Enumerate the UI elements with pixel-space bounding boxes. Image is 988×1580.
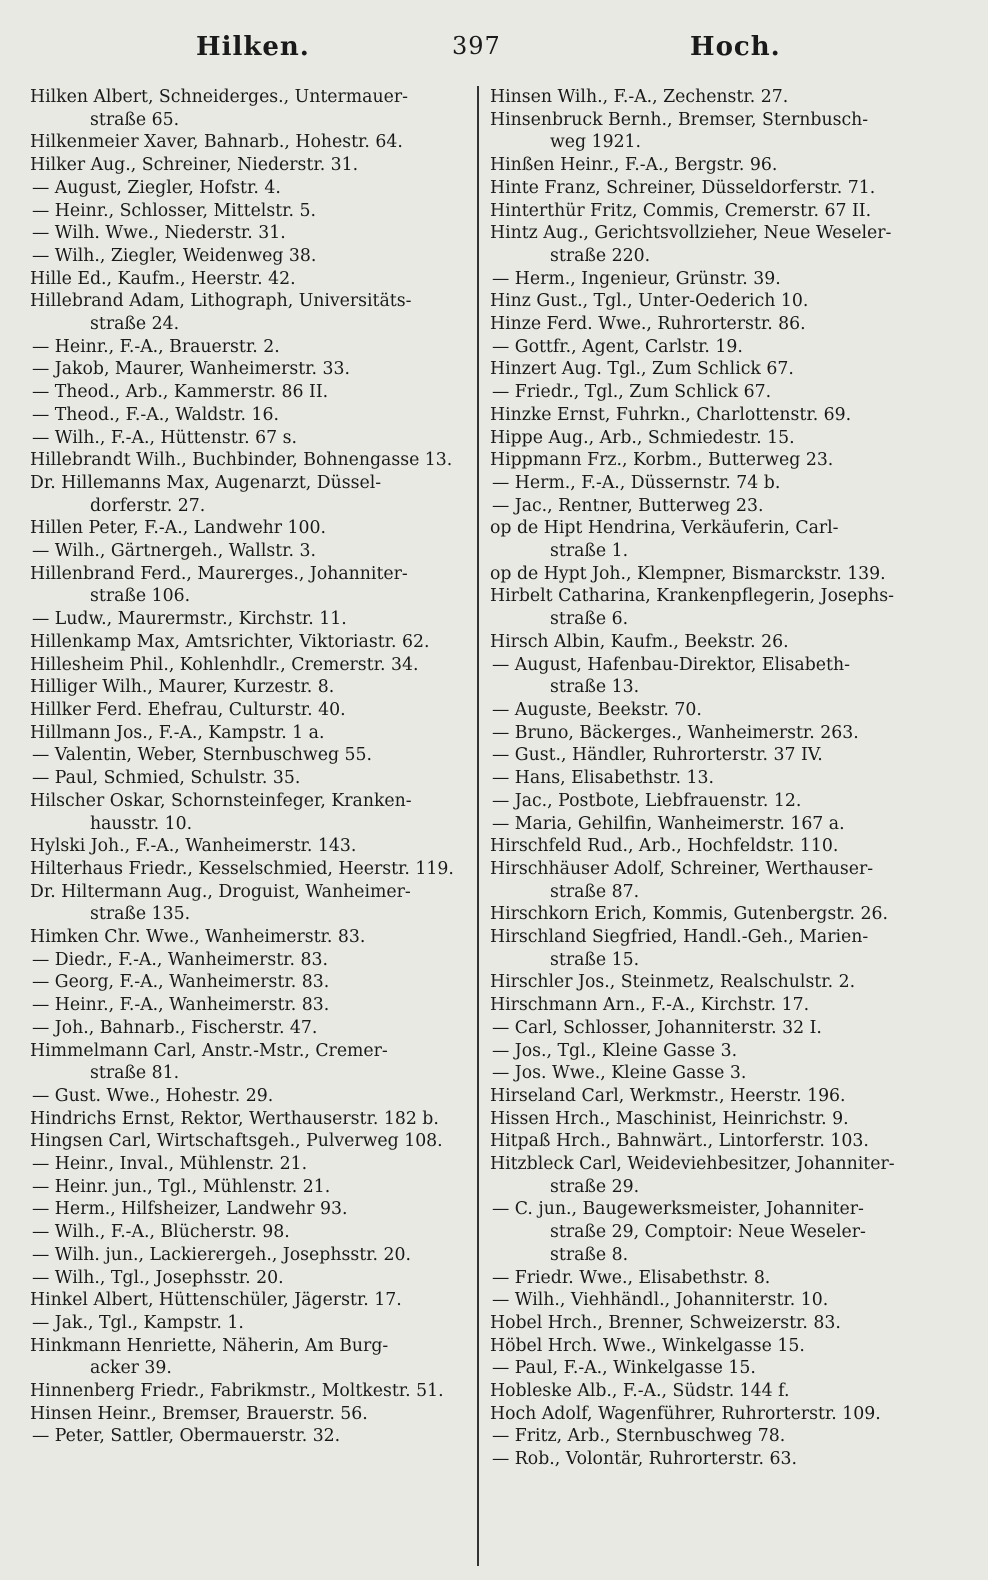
directory-entry: — Wilh., Viehhändl., Johanniterstr. 10. [492, 1290, 829, 1311]
entry-continuation: straße 29, Comptoir: Neue Weseler- [550, 1222, 866, 1243]
directory-entry: — August, Hafenbau-Direktor, Elisabeth- [492, 654, 850, 675]
directory-entry: Hillmann Jos., F.-A., Kampstr. 1 a. [30, 722, 325, 743]
directory-entry: — Herm., Hilfsheizer, Landwehr 93. [32, 1199, 348, 1220]
directory-entry: Hylski Joh., F.-A., Wanheimerstr. 143. [30, 836, 357, 857]
directory-entry: — Wilh., Tgl., Josephsstr. 20. [32, 1267, 284, 1288]
directory-entry: Dr. Hiltermann Aug., Droguist, Wanheimer- [30, 881, 411, 902]
entry-continuation: hausstr. 10. [90, 813, 193, 834]
directory-entry: Hillenkamp Max, Amtsrichter, Viktoriastr. 62. [30, 631, 430, 652]
directory-entry: Hintz Aug., Gerichtsvollzieher, Neue Weseler- [490, 223, 892, 244]
directory-entry: — Friedr. Wwe., Elisabethstr. 8. [492, 1267, 771, 1288]
directory-entry: Hindrichs Ernst, Rektor, Werthauserstr. 182 b. [30, 1108, 439, 1129]
directory-entry: Hippe Aug., Arb., Schmiedestr. 15. [490, 427, 795, 448]
directory-entry: Hillen Peter, F.-A., Landwehr 100. [30, 518, 327, 539]
directory-entry: — Gottfr., Agent, Carlstr. 19. [492, 336, 743, 357]
entry-continuation: weg 1921. [550, 132, 642, 153]
directory-entry: — Herm., Ingenieur, Grünstr. 39. [492, 268, 781, 289]
directory-entry: Hilkenmeier Xaver, Bahnarb., Hohestr. 64. [30, 132, 403, 153]
entry-continuation: straße 29. [550, 1176, 640, 1197]
directory-entry: Hilscher Oskar, Schornsteinfeger, Kranken- [30, 790, 412, 811]
entry-continuation: acker 39. [90, 1358, 172, 1379]
directory-entry: Hinte Franz, Schreiner, Düsseldorferstr. 71. [490, 177, 876, 198]
directory-entry: — Bruno, Bäckerges., Wanheimerstr. 263. [492, 722, 859, 743]
directory-entry: Hinßen Heinr., F.-A., Bergstr. 96. [490, 155, 778, 176]
directory-entry: Hinsenbruck Bernh., Bremser, Sternbusch- [490, 109, 869, 130]
directory-entry: — Rob., Volontär, Ruhrorterstr. 63. [492, 1449, 797, 1470]
directory-entry: — Valentin, Weber, Sternbuschweg 55. [32, 745, 372, 766]
directory-entry: Hillesheim Phil., Kohlenhdlr., Cremerstr. 34. [30, 654, 419, 675]
directory-entry: — Heinr., Inval., Mühlenstr. 21. [32, 1154, 308, 1175]
directory-entry: Hirbelt Catharina, Krankenpflegerin, Josephs- [490, 586, 894, 607]
directory-entry: — Wilh., F.-A., Hüttenstr. 67 s. [32, 427, 297, 448]
directory-entry: Hitzbleck Carl, Weideviehbesitzer, Johanniter- [490, 1154, 895, 1175]
page-number: 397 [452, 32, 501, 60]
directory-entry: — Theod., F.-A., Waldstr. 16. [32, 404, 279, 425]
directory-entry: Hirseland Carl, Werkmstr., Heerstr. 196. [490, 1085, 846, 1106]
directory-entry: Hoch Adolf, Wagenführer, Ruhrorterstr. 109. [490, 1403, 881, 1424]
directory-entry: Hirschler Jos., Steinmetz, Realschulstr. 2. [490, 972, 856, 993]
directory-entry: — Friedr., Tgl., Zum Schlick 67. [492, 382, 772, 403]
directory-entry: op de Hypt Joh., Klempner, Bismarckstr. 139. [490, 563, 886, 584]
directory-entry: Hillebrand Adam, Lithograph, Universitäts- [30, 291, 412, 312]
directory-entry: Hirsch Albin, Kaufm., Beekstr. 26. [490, 631, 789, 652]
directory-entry: — Jos. Wwe., Kleine Gasse 3. [492, 1063, 747, 1084]
directory-entry: Hillenbrand Ferd., Maurerges., Johanniter- [30, 563, 408, 584]
directory-entry: Hirschfeld Rud., Arb., Hochfeldstr. 110. [490, 836, 839, 857]
directory-entry: Hinkmann Henriette, Näherin, Am Burg- [30, 1335, 389, 1356]
directory-entry: Höbel Hrch. Wwe., Winkelgasse 15. [490, 1335, 805, 1356]
directory-entry: — Georg, F.-A., Wanheimerstr. 83. [32, 972, 330, 993]
directory-entry: Hitpaß Hrch., Bahnwärt., Lintorferstr. 103. [490, 1131, 869, 1152]
entry-continuation: straße 1. [550, 541, 629, 562]
directory-entry: Hille Ed., Kaufm., Heerstr. 42. [30, 268, 296, 289]
directory-entry: — Theod., Arb., Kammerstr. 86 II. [32, 382, 329, 403]
entry-continuation: straße 24. [90, 314, 180, 335]
directory-entry: Hinz Gust., Tgl., Unter-Oederich 10. [490, 291, 809, 312]
directory-entry: Hingsen Carl, Wirtschaftsgeh., Pulverweg 108. [30, 1131, 443, 1152]
directory-entry: — Peter, Sattler, Obermauerstr. 32. [32, 1426, 341, 1447]
page-header [0, 32, 988, 72]
directory-entry: — C. jun., Baugewerksmeister, Johanniter- [492, 1199, 864, 1220]
directory-entry: Hinzert Aug. Tgl., Zum Schlick 67. [490, 359, 794, 380]
directory-entry: Hobel Hrch., Brenner, Schweizerstr. 83. [490, 1312, 841, 1333]
directory-entry: — Jac., Rentner, Butterweg 23. [492, 495, 764, 516]
directory-entry: — Gust., Händler, Ruhrorterstr. 37 IV. [492, 745, 823, 766]
directory-entry: Himmelmann Carl, Anstr.-Mstr., Cremer- [30, 1040, 388, 1061]
right-column [490, 86, 940, 1471]
directory-entry: — Wilh., F.-A., Blücherstr. 98. [32, 1222, 290, 1243]
directory-entry: — Heinr. jun., Tgl., Mühlenstr. 21. [32, 1176, 331, 1197]
directory-entry: Hinsen Heinr., Bremser, Brauerstr. 56. [30, 1403, 368, 1424]
directory-entry: Hinnenberg Friedr., Fabrikmstr., Moltkestr. 51. [30, 1381, 444, 1402]
directory-entry: Hinsen Wilh., F.-A., Zechenstr. 27. [490, 87, 789, 107]
directory-entry: Hinkel Albert, Hüttenschüler, Jägerstr. 17. [30, 1290, 402, 1311]
directory-entry: — Auguste, Beekstr. 70. [492, 699, 702, 720]
entry-continuation: straße 220. [550, 245, 651, 266]
entry-continuation: straße 135. [90, 904, 191, 925]
entry-continuation: straße 81. [90, 1063, 180, 1084]
directory-entry: Hobleske Alb., F.-A., Südstr. 144 f. [490, 1381, 790, 1402]
directory-entry: Hirschmann Arn., F.-A., Kirchstr. 17. [490, 995, 810, 1016]
directory-entry: — Paul, Schmied, Schulstr. 35. [32, 768, 301, 789]
directory-entry: Hinterthür Fritz, Commis, Cremerstr. 67 II. [490, 200, 872, 221]
directory-entry: — Maria, Gehilfin, Wanheimerstr. 167 a. [492, 813, 845, 834]
directory-entry: op de Hipt Hendrina, Verkäuferin, Carl- [490, 518, 839, 539]
directory-entry: — Heinr., F.-A., Wanheimerstr. 83. [32, 995, 330, 1016]
left-column [30, 86, 470, 1448]
directory-entry: — Carl, Schlosser, Johanniterstr. 32 I. [492, 1017, 822, 1038]
entry-continuation: straße 6. [550, 609, 629, 630]
directory-entry: — Jakob, Maurer, Wanheimerstr. 33. [32, 359, 350, 380]
directory-entry: Hinze Ferd. Wwe., Ruhrorterstr. 86. [490, 314, 806, 335]
directory-entry: Hilken Albert, Schneiderges., Untermauer- [30, 87, 408, 107]
directory-entry: Hirschkorn Erich, Kommis, Gutenbergstr. 26. [490, 904, 888, 925]
directory-entry: — Paul, F.-A., Winkelgasse 15. [492, 1358, 756, 1379]
entry-continuation: straße 15. [550, 949, 640, 970]
directory-entry: — Ludw., Maurermstr., Kirchstr. 11. [32, 609, 347, 630]
directory-entry: — Herm., F.-A., Düssernstr. 74 b. [492, 472, 781, 493]
directory-entry: — Heinr., F.-A., Brauerstr. 2. [32, 336, 280, 357]
directory-entry: — Wilh. Wwe., Niederstr. 31. [32, 223, 286, 244]
column-divider [477, 86, 479, 1566]
directory-entry: — Jos., Tgl., Kleine Gasse 3. [492, 1040, 738, 1061]
directory-entry: Hippmann Frz., Korbm., Butterweg 23. [490, 450, 834, 471]
directory-entry: Hirschland Siegfried, Handl.-Geh., Marien- [490, 927, 869, 948]
entry-continuation: straße 106. [90, 586, 191, 607]
directory-entry: Hillebrandt Wilh., Buchbinder, Bohnengasse 13. [30, 450, 453, 471]
entry-continuation: dorferstr. 27. [90, 495, 206, 516]
directory-entry: — Gust. Wwe., Hohestr. 29. [32, 1085, 274, 1106]
directory-entry: — Wilh., Gärtnergeh., Wallstr. 3. [32, 541, 316, 562]
directory-entry: — Fritz, Arb., Sternbuschweg 78. [492, 1426, 786, 1447]
directory-entry: — Wilh. jun., Lackierergeh., Josephsstr. 20. [32, 1244, 411, 1265]
directory-entry: — Hans, Elisabethstr. 13. [492, 768, 714, 789]
entry-continuation: straße 65. [90, 109, 180, 130]
directory-entry: — Jac., Postbote, Liebfrauenstr. 12. [492, 790, 802, 811]
entry-continuation: straße 13. [550, 677, 640, 698]
directory-entry: — Wilh., Ziegler, Weidenweg 38. [32, 245, 317, 266]
header-right-keyword: Hoch. [690, 32, 781, 62]
directory-entry: — Jak., Tgl., Kampstr. 1. [32, 1312, 244, 1333]
entry-continuation: straße 8. [550, 1244, 629, 1265]
directory-entry: Hilliger Wilh., Maurer, Kurzestr. 8. [30, 677, 335, 698]
entry-continuation: straße 87. [550, 881, 640, 902]
directory-entry: — Diedr., F.-A., Wanheimerstr. 83. [32, 949, 328, 970]
directory-entry: Hilker Aug., Schreiner, Niederstr. 31. [30, 155, 359, 176]
directory-entry: Dr. Hillemanns Max, Augenarzt, Düssel- [30, 472, 382, 493]
directory-entry: — August, Ziegler, Hofstr. 4. [32, 177, 281, 198]
directory-entry: Hillker Ferd. Ehefrau, Culturstr. 40. [30, 699, 346, 720]
directory-entry: Hirschhäuser Adolf, Schreiner, Werthauser- [490, 858, 874, 879]
header-left-keyword: Hilken. [196, 32, 310, 62]
directory-entry: — Heinr., Schlosser, Mittelstr. 5. [32, 200, 316, 221]
directory-entry: Himken Chr. Wwe., Wanheimerstr. 83. [30, 927, 366, 948]
directory-entry: — Joh., Bahnarb., Fischerstr. 47. [32, 1017, 318, 1038]
directory-entry: Hissen Hrch., Maschinist, Heinrichstr. 9. [490, 1108, 849, 1129]
directory-entry: Hinzke Ernst, Fuhrkn., Charlottenstr. 69. [490, 404, 852, 425]
directory-entry: Hilterhaus Friedr., Kesselschmied, Heerstr. 119. [30, 858, 454, 879]
